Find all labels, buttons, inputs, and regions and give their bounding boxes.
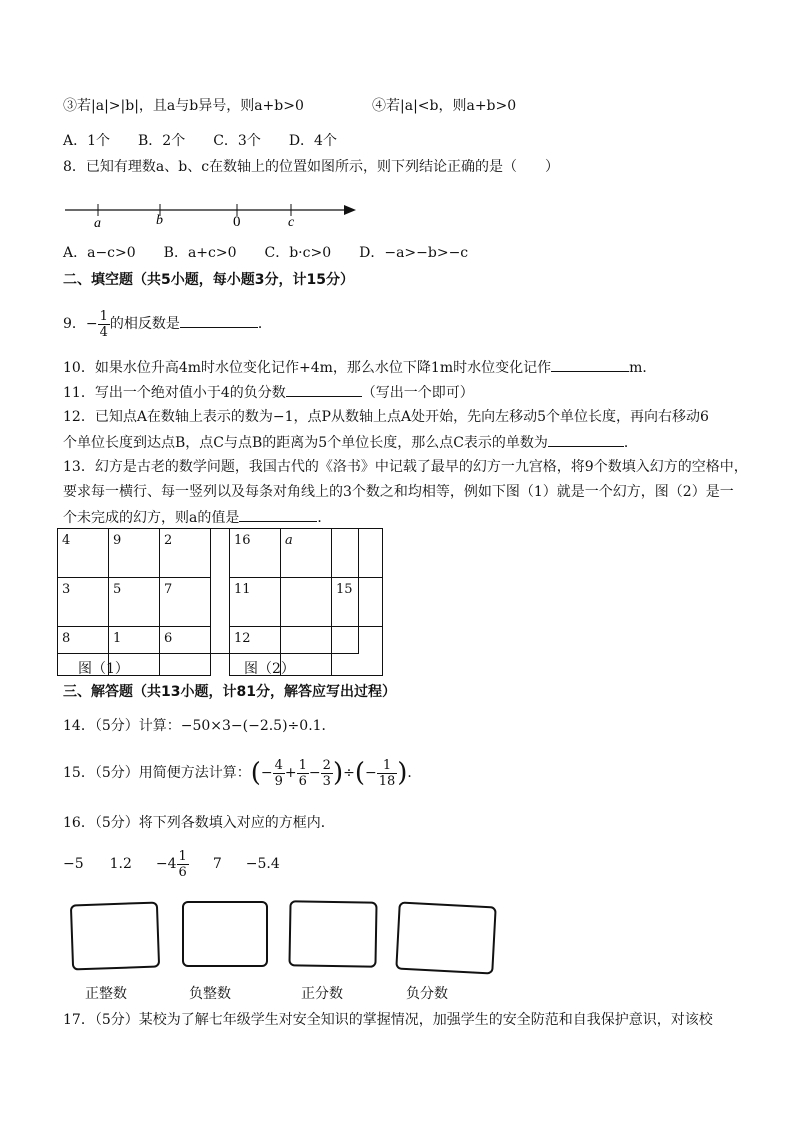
q16-n3-whole: −4 bbox=[155, 856, 177, 872]
q13-line-2: 要求每一横行、每一竖列以及每条对角线上的3个数之和均相等，例如下图（1）就是一个幻方，图（2）是一 bbox=[63, 484, 734, 500]
q13-line-3 bbox=[63, 507, 331, 528]
box-positive-integers[interactable] bbox=[70, 901, 160, 970]
q16-n2: 1.2 bbox=[109, 856, 132, 872]
q9-end: ． bbox=[257, 316, 272, 332]
figure-2-caption: 图（2） bbox=[244, 661, 295, 677]
grid1-cell: 2 bbox=[160, 529, 211, 578]
q12-line-1: 12．已知点A在数轴上表示的数为−1，点P从数轴上点A处开始，先向左移动5个单位长度，再向右移动6 bbox=[63, 409, 709, 425]
grid2-cell: 15 bbox=[332, 578, 383, 627]
q9 bbox=[63, 307, 272, 341]
q17: 17．（5分）某校为了解七年级学生对安全知识的掌握情况，加强学生的安全防范和自我保护意识，对该校 bbox=[63, 1012, 713, 1028]
q10 bbox=[63, 357, 656, 378]
grid1-cell: 1 bbox=[109, 627, 160, 676]
label-positive-integers: 正整数 bbox=[85, 986, 127, 1002]
q9-answer-blank[interactable] bbox=[180, 313, 258, 328]
q15-f4-den: 18 bbox=[378, 773, 396, 789]
section-3-title: 三、解答题（共13小题，计81分，解答应写出过程） bbox=[63, 684, 396, 700]
grid2-cell: 12 bbox=[230, 627, 281, 676]
grid2-cell bbox=[332, 529, 383, 578]
label-negative-integers: 负整数 bbox=[189, 986, 231, 1002]
q15: 15．（5分）用简便方法计算：(− $\frac{4}{9}$ + $\frac{1}{6}$ − $\frac{2}{3}$ )÷(− $\frac{1}{18}$ )． bbox=[63, 757, 422, 789]
q15-f2-num: 1 bbox=[298, 757, 307, 773]
q16-n5: −5.4 bbox=[245, 856, 280, 872]
label-negative-fractions: 负分数 bbox=[406, 986, 448, 1002]
q13-line-1: 13．幻方是古老的数学问题，我国古代的《洛书》中记载了最早的幻方一九宫格，将9个数填入幻方的空格中， bbox=[63, 459, 748, 475]
magic-square-2 bbox=[229, 528, 383, 676]
magic-square-1 bbox=[57, 528, 211, 676]
q15-f3-num: 2 bbox=[322, 757, 331, 773]
axis-label-a: a bbox=[94, 216, 101, 230]
q12-line-2-text: 个单位长度到达点B，点C与点B的距离为5个单位长度，那么点C表示的单数为 bbox=[63, 435, 548, 451]
q7-statement-4: ④若|a|<b，则a+b>0 bbox=[372, 98, 517, 114]
q12-answer-blank[interactable] bbox=[548, 432, 624, 447]
q15-f1-num: 4 bbox=[274, 757, 283, 773]
q16-n4: 7 bbox=[212, 856, 222, 872]
box-negative-integers[interactable] bbox=[182, 901, 268, 967]
figure-1-caption: 图（1） bbox=[78, 661, 129, 677]
axis-label-c: c bbox=[288, 215, 295, 230]
grid2-cell: 11 bbox=[230, 578, 281, 627]
q15-prefix: 15．（5分）用简便方法计算： bbox=[63, 765, 251, 781]
q15-f1-den: 9 bbox=[274, 773, 283, 789]
q16-n1: −5 bbox=[63, 856, 84, 872]
axis-label-0: 0 bbox=[233, 214, 241, 230]
q15-f2-den: 6 bbox=[298, 773, 307, 789]
q9-den: 4 bbox=[99, 324, 108, 340]
grid1-cell: 4 bbox=[58, 529, 109, 578]
grid2-cell bbox=[332, 627, 383, 676]
q11 bbox=[63, 382, 474, 403]
q13-line-3-text: 个未完成的幻方，则a的值是 bbox=[63, 510, 240, 526]
number-line-figure bbox=[63, 196, 363, 230]
grid1-cell: 9 bbox=[109, 529, 160, 578]
q16-numbers bbox=[63, 846, 280, 882]
q12-line-2 bbox=[63, 432, 638, 453]
q10-text: 10．如果水位升高4m时水位变化记作+4m，那么水位下降1m时水位变化记作 bbox=[63, 360, 552, 376]
q16-n3-den: 6 bbox=[178, 864, 187, 880]
grid1-cell: 6 bbox=[160, 627, 211, 676]
arrow-head-icon bbox=[344, 205, 356, 215]
q9-fraction bbox=[98, 309, 110, 340]
q10-unit: m． bbox=[629, 360, 657, 376]
q15-f3-den: 3 bbox=[322, 773, 331, 789]
grid2-cell-a: a bbox=[281, 529, 332, 578]
grid1-cell: 7 bbox=[160, 578, 211, 627]
q16-stem: 16．（5分）将下列各数填入对应的方框内． bbox=[63, 815, 335, 831]
q13-answer-blank[interactable] bbox=[239, 507, 317, 522]
grid1-cell: 8 bbox=[58, 627, 109, 676]
axis-label-b: b bbox=[156, 213, 163, 228]
grid2-cell bbox=[281, 578, 332, 627]
box-positive-fractions[interactable] bbox=[288, 900, 377, 968]
q8-stem: 8．已知有理数a、b、c在数轴上的位置如图所示，则下列结论正确的是（ ） bbox=[63, 159, 560, 175]
box-negative-fractions[interactable] bbox=[395, 901, 496, 974]
grid2-cell: 16 bbox=[230, 529, 281, 578]
label-positive-fractions: 正分数 bbox=[301, 986, 343, 1002]
q11-suffix: （写出一个即可） bbox=[361, 385, 474, 401]
q16-n3-num: 1 bbox=[178, 848, 187, 864]
q9-prefix: 9．− bbox=[63, 316, 98, 332]
q13-end: ． bbox=[317, 510, 332, 526]
grid1-cell: 3 bbox=[58, 578, 109, 627]
q7-options: A．1个 B．2个 C．3个 D．4个 bbox=[63, 133, 337, 149]
section-2-title: 二、填空题（共5小题，每小题3分，计15分） bbox=[63, 272, 354, 288]
q11-text: 11．写出一个绝对值小于4的负分数 bbox=[63, 385, 286, 401]
q9-text: 的相反数是 bbox=[109, 316, 180, 332]
q12-end: ． bbox=[623, 435, 638, 451]
q8-options: A．a−c>0 B．a+c>0 C．b·c>0 D．−a>−b>−c bbox=[63, 245, 469, 261]
q9-num: 1 bbox=[99, 308, 108, 324]
q14: 14．（5分）计算：−50×3−(−2.5)÷0.1． bbox=[63, 718, 336, 734]
q15-f4-num: 1 bbox=[377, 758, 398, 774]
q11-answer-blank[interactable] bbox=[286, 382, 362, 397]
q7-statement-3: ③若|a|>|b|，且a与b异号，则a+b>0 bbox=[63, 98, 304, 114]
q10-answer-blank[interactable] bbox=[551, 357, 629, 372]
grid1-cell: 5 bbox=[109, 578, 160, 627]
